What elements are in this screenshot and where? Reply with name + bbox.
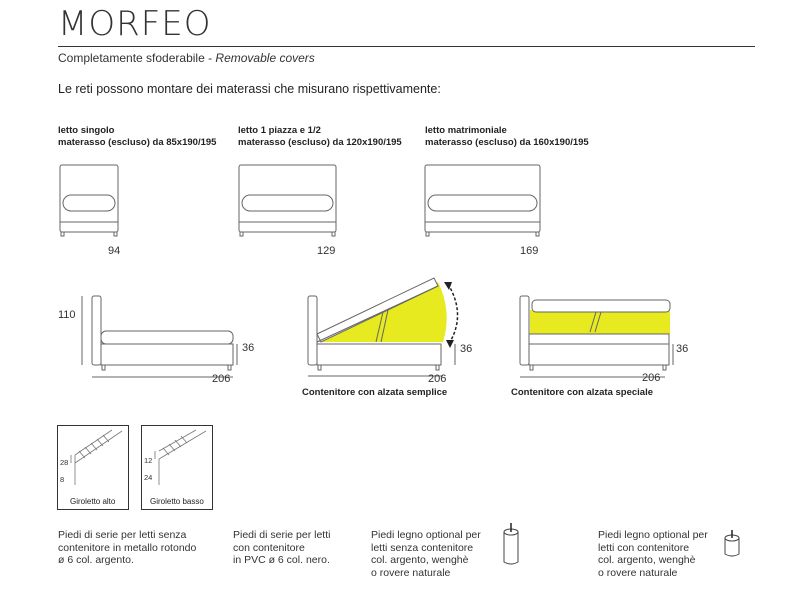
feet-line: Piedi legno optional per bbox=[371, 529, 481, 541]
feet-line: contenitore in metallo rotondo bbox=[58, 541, 197, 554]
front-view-single bbox=[55, 160, 135, 245]
front-width-double: 169 bbox=[520, 245, 539, 257]
feet-line: col. argento, wenghè bbox=[371, 554, 469, 566]
front-width-single: 94 bbox=[108, 245, 121, 257]
alto-top-dim: 28 bbox=[60, 458, 69, 467]
feet-note-4 bbox=[598, 529, 708, 579]
bed-mattress: materasso (escluso) da 85x190/195 bbox=[58, 137, 217, 148]
side-length-dim-2: 206 bbox=[428, 373, 447, 385]
giroletto-alto-label: Giroletto alto bbox=[70, 497, 116, 506]
feet-note-1 bbox=[58, 529, 196, 567]
bed-mattress: materasso (escluso) da 120x190/195 bbox=[238, 137, 402, 148]
feet-line: con contenitore bbox=[233, 541, 305, 554]
feet-line: Piedi legno optional per bbox=[598, 529, 708, 541]
bed-caption-single bbox=[58, 125, 216, 149]
wood-foot-tall-icon bbox=[500, 520, 522, 568]
side-view-standard bbox=[82, 290, 247, 380]
feet-line: o rovere naturale bbox=[371, 566, 451, 579]
feet-line: Piedi di serie per letti bbox=[233, 529, 331, 541]
feet-line: ø 6 col. argento. bbox=[58, 554, 134, 566]
bed-name: letto singolo bbox=[58, 125, 115, 136]
feet-line: in PVC ø 6 col. nero. bbox=[233, 554, 330, 566]
side-base-dim-2: 36 bbox=[460, 343, 473, 355]
feet-line: col. argento, wenghè bbox=[598, 554, 696, 566]
bed-name: letto matrimoniale bbox=[425, 125, 507, 136]
side-base-dim-1: 36 bbox=[242, 342, 255, 354]
feet-line: Piedi di serie per letti senza bbox=[58, 529, 187, 541]
subtitle-en: Removable covers bbox=[215, 51, 315, 65]
side-length-dim-1: 206 bbox=[212, 373, 231, 385]
side-view-alzata-semplice bbox=[298, 272, 473, 382]
wood-foot-short-icon bbox=[721, 528, 743, 562]
page-title: MORFEO bbox=[58, 4, 212, 44]
alto-bottom-dim: 8 bbox=[60, 475, 65, 484]
subtitle bbox=[58, 51, 315, 65]
title-divider bbox=[58, 46, 755, 47]
alzata-speciale-label: Contenitore con alzata speciale bbox=[511, 387, 654, 398]
feet-line: o rovere naturale bbox=[598, 566, 678, 579]
side-view-alzata-speciale bbox=[510, 290, 690, 380]
side-length-dim-3: 206 bbox=[642, 372, 661, 384]
front-width-half: 129 bbox=[317, 245, 336, 257]
side-height-dim: 110 bbox=[58, 309, 76, 321]
alzata-semplice-label: Contenitore con alzata semplice bbox=[302, 387, 448, 398]
bed-caption-double bbox=[425, 125, 589, 149]
bed-name: letto 1 piazza e 1/2 bbox=[238, 125, 321, 136]
feet-line: letti senza contenitore bbox=[371, 541, 474, 554]
front-view-double bbox=[420, 160, 550, 245]
feet-note-3 bbox=[371, 529, 481, 579]
bed-caption-half bbox=[238, 125, 402, 149]
basso-top-dim: 12 bbox=[144, 456, 153, 465]
feet-line: letti con contenitore bbox=[598, 541, 690, 554]
front-view-half bbox=[234, 160, 344, 245]
giroletto-basso-label: Giroletto basso bbox=[150, 497, 204, 506]
feet-note-2 bbox=[233, 529, 330, 567]
bed-mattress: materasso (escluso) da 160x190/195 bbox=[425, 137, 589, 148]
basso-bottom-dim: 24 bbox=[144, 473, 153, 482]
side-base-dim-3: 36 bbox=[676, 343, 689, 355]
intro-text: Le reti possono montare dei materassi che misurano rispettivamente: bbox=[58, 82, 441, 96]
subtitle-it: Completamente sfoderabile - bbox=[58, 51, 216, 65]
